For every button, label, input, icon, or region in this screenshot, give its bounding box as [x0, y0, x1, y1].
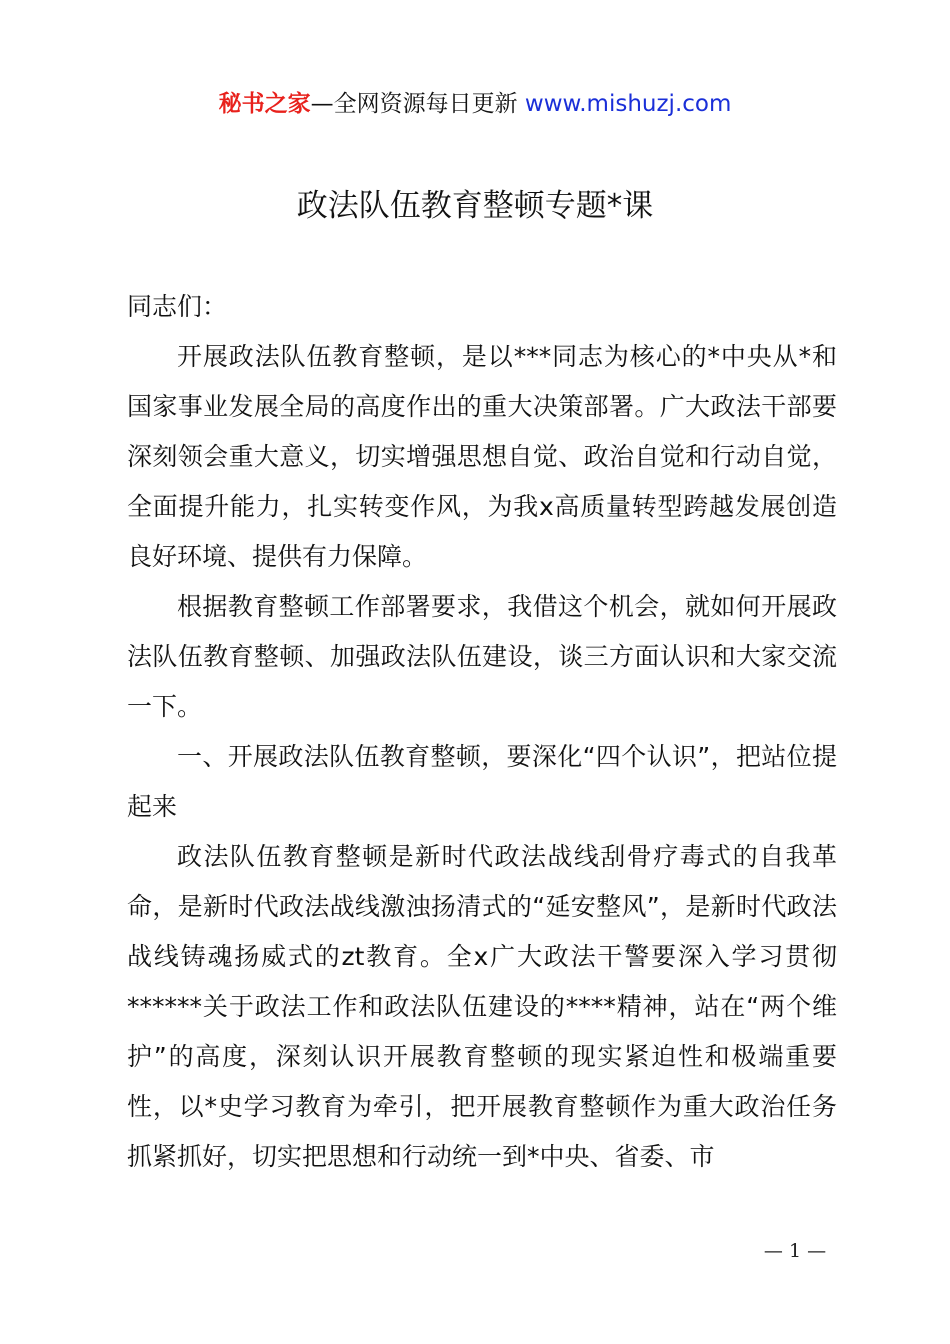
document-title: 政法队伍教育整顿专题*课 [296, 188, 654, 224]
paragraph-2: 根据教育整顿工作部署要求，我借这个机会，就如何开展政法队伍教育整顿、加强政法队伍建设，谈三方面认识和大家交流一下。 [127, 592, 837, 721]
site-url-link[interactable]: www.mishuzj.com [524, 91, 732, 117]
paragraph-1: 开展政法队伍教育整顿，是以***同志为核心的*中央从*和国家事业发展全局的高度作出的重大决策部署。广大政法干部要深刻领会重大意义，切实增强思想自觉、政治自觉和行动自觉，全面提升能力，扎实转变作风，为我x高质量转型跨越发展创造良好环境、提供有力保障。 [127, 342, 837, 571]
page-number-text: — 1 — [763, 1240, 827, 1262]
brand-name: 秘书之家 [218, 91, 311, 117]
section-heading-1: 一、开展政法队伍教育整顿，要深化“四个认识”，把站位提起来 [127, 742, 837, 821]
paragraph-3: 政法队伍教育整顿是新时代政法战线刮骨疗毒式的自我革命，是新时代政法战线激浊扬清式的“延安整风”，是新时代政法战线铸魂扬威式的zt教育。全x广大政法干警要深入学习贯彻******关于政法工作和政法队伍建设的****精神，站在“两个维护”的高度，深刻认识开展教育整顿的现实紧迫性和极端重要性，以*史学习教育为牵引，把开展教育整顿作为重大政治任务抓紧抓好，切实把思想和行动统一到*中央、省委、市 [127, 842, 837, 1171]
document-body [127, 282, 837, 1182]
salutation: 同志们： [127, 292, 228, 321]
header-tagline: —全网资源每日更新 [310, 91, 525, 117]
page-number [0, 1236, 950, 1266]
site-header [0, 86, 950, 122]
